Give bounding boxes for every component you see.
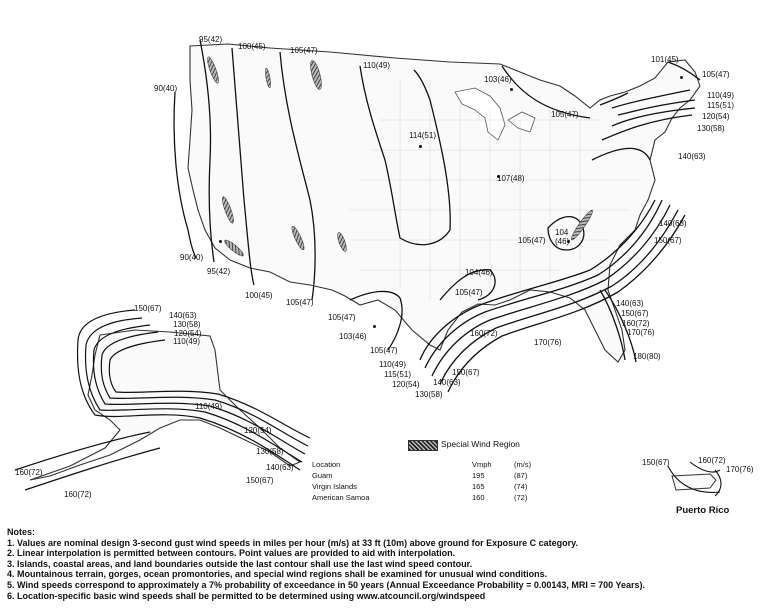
contour-label: 140(63): [659, 219, 687, 228]
ms-header: (m/s): [514, 460, 532, 469]
legend-label: Special Wind Region: [441, 439, 520, 449]
contour-label: 130(58): [697, 124, 725, 133]
notes: [7, 527, 762, 601]
contour-label: 95(42): [199, 35, 223, 44]
contour-label: 130(58): [173, 320, 201, 329]
contour-label: 150(67): [134, 304, 162, 313]
contour-label: 100(45): [238, 42, 266, 51]
contour-label: 120(54): [244, 426, 272, 435]
location-cell: Virgin Islands: [312, 482, 357, 491]
ms-column: [514, 460, 531, 504]
contour-label: 150(67): [642, 458, 670, 467]
note-item: 5. Wind speeds correspond to approximately a 7% probability of exceedance in 50 years (Annual Exceedance Probability = 0.00143, MRI = 700 Years).: [7, 579, 646, 590]
contour-label: 150(67): [654, 236, 682, 245]
note-item: 1. Values are nominal design 3-second gust wind speeds in miles per hour (m/s) at 33 ft (10m) above ground for Exposure C category.: [7, 537, 578, 548]
contour-label: 105(47): [328, 313, 356, 322]
notes-title: Notes:: [7, 527, 36, 537]
contour-label: 95(42): [207, 267, 231, 276]
contour-label: 170(76): [534, 338, 562, 347]
special-wind-region-swatch: [408, 440, 438, 451]
contour-label: 160(72): [622, 319, 650, 328]
contour-label: 120(54): [174, 329, 202, 338]
ms-cell: (72): [514, 493, 528, 502]
contour-label: 104: [555, 228, 569, 237]
contour-label: 103(46): [339, 332, 367, 341]
location-column: [312, 460, 370, 504]
contour-label: 130(58): [256, 447, 284, 456]
contour-label: 150(67): [452, 368, 480, 377]
contour-label: 114(51): [409, 131, 436, 140]
location-header: Location: [312, 460, 341, 469]
contour-label: 105(47): [551, 110, 579, 119]
contour-label: 160(72): [470, 329, 498, 338]
contour-label: 170(76): [627, 328, 655, 337]
vmph-column: [472, 460, 492, 504]
note-item: 6. Location-specific basic wind speeds shall be permitted to be determined using www.atcouncil.org/windspeed: [7, 590, 486, 601]
contour-label: 140(63): [169, 311, 197, 320]
contour-label: 140(63): [266, 463, 294, 472]
contour-label: 160(72): [698, 456, 726, 465]
location-cell: American Samoa: [312, 493, 370, 502]
contour-label: 140(63): [616, 299, 644, 308]
vmph-header: Vmph: [472, 460, 492, 469]
contour-label: 105(47): [290, 46, 318, 55]
vmph-cell: 160: [472, 493, 485, 502]
contour-label: 120(54): [702, 112, 730, 121]
contour-label: 90(40): [154, 84, 178, 93]
point-marker: [680, 76, 683, 79]
note-item: 4. Mountainous terrain, gorges, ocean promontories, and special wind regions shall be examined for unusual wind conditions.: [7, 569, 548, 580]
contour-label: 160(72): [15, 468, 43, 477]
contour-label: 150(67): [246, 476, 274, 485]
contour-label: 130(58): [415, 390, 443, 399]
point-marker: [373, 325, 376, 328]
contour-label: 105(47): [370, 346, 398, 355]
contour-label: 110(49): [379, 360, 406, 369]
puerto-rico-outline: [672, 474, 716, 490]
contour-label: 105(47): [518, 236, 546, 245]
contour-label: 90(40): [180, 253, 204, 262]
contour-label: 160(72): [64, 490, 92, 499]
contour-label: 110(49): [707, 91, 734, 100]
contour-label: 180(80): [633, 352, 661, 361]
note-item: 2. Linear interpolation is permitted between contours. Point values are provided to aid with interpolation.: [7, 548, 456, 559]
vmph-cell: 165: [472, 482, 485, 491]
alaska-outline: [30, 330, 300, 480]
contour-label: 101(45): [651, 55, 679, 64]
contour-label: 170(76): [726, 465, 754, 474]
puerto-rico-label: Puerto Rico: [676, 505, 730, 516]
vmph-cell: 195: [472, 471, 485, 480]
contour-label: 140(63): [678, 152, 706, 161]
point-marker: [419, 145, 422, 148]
contour-label: 110(49): [195, 402, 222, 411]
contour-label: 107(48): [497, 174, 525, 183]
contour-label: (46): [555, 237, 570, 246]
point-marker: [219, 240, 222, 243]
location-cell: Guam: [312, 471, 333, 480]
ms-cell: (87): [514, 471, 528, 480]
contour-label: 105(47): [702, 70, 730, 79]
contour-label: 103(46): [484, 75, 512, 84]
contour-label: 150(67): [621, 309, 649, 318]
contour-label: 105(47): [455, 288, 483, 297]
contour-label: 104(46): [465, 268, 493, 277]
note-item: 3. Islands, coastal areas, and land boundaries outside the last contour shall use the last wind speed contour.: [7, 558, 473, 569]
ms-cell: (74): [514, 482, 528, 491]
contour-label: 110(49): [363, 61, 390, 70]
contour-label: 115(51): [384, 370, 411, 379]
contour-label: 120(54): [392, 380, 420, 389]
contour-label: 115(51): [707, 101, 734, 110]
point-marker: [510, 88, 513, 91]
contour-label: 105(47): [286, 298, 314, 307]
contour-label: 110(49): [173, 337, 200, 346]
contour-label: 140(63): [433, 378, 461, 387]
contour-label: 100(45): [245, 291, 273, 300]
